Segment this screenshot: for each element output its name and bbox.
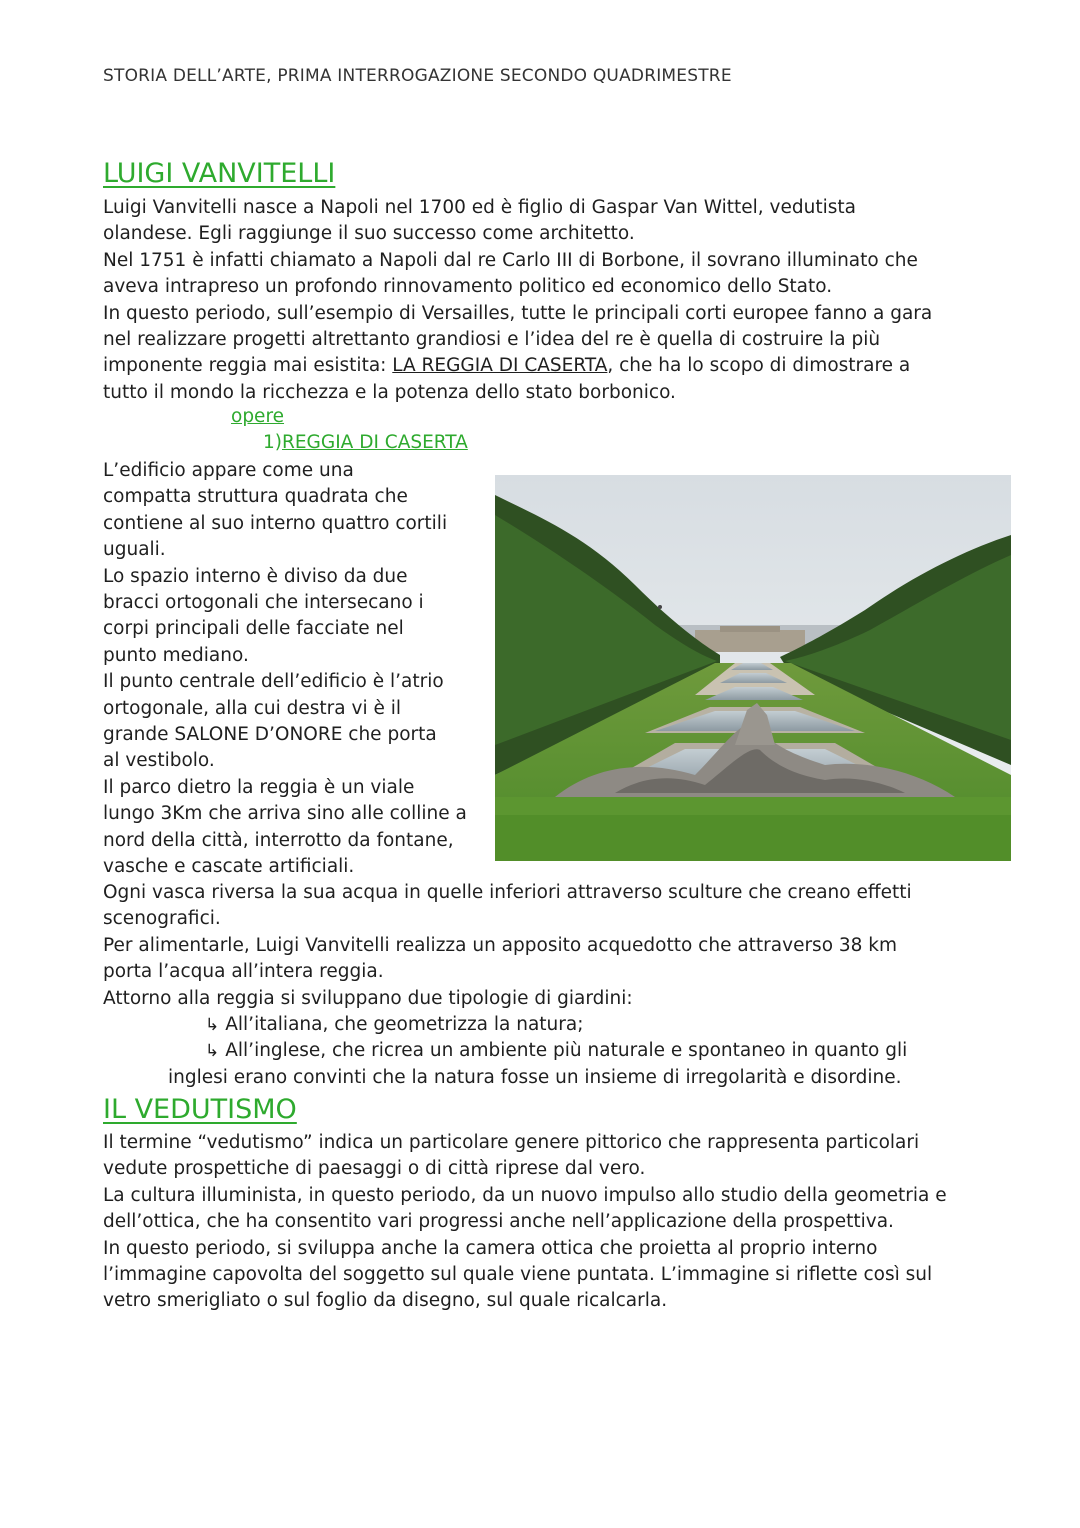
opere-link[interactable]: opere	[231, 406, 285, 427]
text-line: Ogni vasca riversa la sua acqua in quelle inferiori attraverso sculture che creano effetti	[103, 882, 912, 903]
text-fragment: imponente reggia mai esistita:	[103, 355, 393, 377]
text-line: lungo 3Km che arriva sino alle colline a	[103, 803, 467, 825]
text-line: punto mediano.	[103, 644, 249, 666]
text-line: scenografici.	[103, 908, 221, 930]
arrow-icon: ↳	[205, 1015, 220, 1035]
text-line: Luigi Vanvitelli nasce a Napoli nel 1700 ed è figlio di Gaspar Van Wittel, vedutista	[103, 197, 856, 218]
text-line: olandese. Egli raggiunge il suo successo come architetto.	[103, 223, 635, 245]
text-line: grande SALONE D’ONORE che porta	[103, 724, 437, 746]
text-line: Per alimentarle, Luigi Vanvitelli realizza un apposito acquedotto che attraverso 38 km	[103, 934, 898, 956]
section-title-vanvitelli: LUIGI VANVITELLI	[103, 158, 336, 189]
list-item-continuation: inglesi erano convinti che la natura fosse un insieme di irregolarità e disordine.	[168, 1066, 902, 1088]
reggia-continuation	[103, 880, 978, 1012]
text-line: bracci ortogonali che intersecano i	[103, 592, 424, 614]
text-line: dell’ottica, che ha consentito vari progressi anche nell’applicazione della prospettiva.	[103, 1211, 894, 1233]
text-line: tutto il mondo la ricchezza e la potenza dello stato borbonico.	[103, 381, 676, 403]
arrow-icon: ↳	[205, 1041, 220, 1062]
vedutismo-paragraph	[103, 1130, 978, 1315]
text-line: L’edificio appare come una	[103, 460, 354, 481]
text-line: La cultura illuminista, in questo periodo, da un nuovo impulso allo studio della geometria e	[103, 1184, 947, 1206]
reggia-description	[103, 458, 493, 881]
list-item-text: All’italiana, che geometrizza la natura;	[225, 1014, 584, 1035]
text-line: vasche e cascate artificiali.	[103, 856, 355, 878]
text-line: al vestibolo.	[103, 750, 215, 772]
text-line: Nel 1751 è infatti chiamato a Napoli dal re Carlo III di Borbone, il sovrano illuminato che	[103, 249, 918, 271]
reggia-caserta-photo	[495, 475, 1011, 861]
text-line: nord della città, interrotto da fontane,	[103, 829, 454, 851]
text-line: contiene al suo interno quattro cortili	[103, 512, 448, 534]
text-line: l’immagine capovolta del soggetto sul quale viene puntata. L’immagine si riflette così sul	[103, 1264, 933, 1286]
intro-paragraph	[103, 195, 978, 406]
list-item	[103, 1012, 983, 1038]
reggia-caserta-link[interactable]: LA REGGIA DI CASERTA	[392, 355, 608, 377]
garden-types-list	[103, 1012, 983, 1091]
section-title-vedutismo: IL VEDUTISMO	[103, 1094, 297, 1125]
text-line: Lo spazio interno è diviso da due	[103, 565, 408, 587]
work-title-link[interactable]: REGGIA DI CASERTA	[282, 432, 468, 453]
list-item-text: All’inglese, che ricrea un ambiente più naturale e spontaneo in quanto gli	[225, 1040, 908, 1062]
text-line: Il termine “vedutismo” indica un particolare genere pittorico che rappresenta particolari	[103, 1132, 920, 1153]
text-line: porta l’acqua all’intera reggia.	[103, 961, 384, 983]
text-line: Attorno alla reggia si sviluppano due tipologie di giardini:	[103, 987, 633, 1009]
page-header: STORIA DELL’ARTE, PRIMA INTERROGAZIONE SECONDO QUADRIMESTRE	[103, 66, 732, 86]
text-line: In questo periodo, si sviluppa anche la camera ottica che proietta al proprio interno	[103, 1237, 878, 1259]
list-item	[103, 1038, 983, 1064]
work-number: 1)	[263, 432, 282, 453]
text-line: Il punto centrale dell’edificio è l’atrio	[103, 671, 444, 693]
text-line: corpi principali delle facciate nel	[103, 618, 404, 640]
text-line: compatta struttura quadrata che	[103, 486, 408, 508]
text-line: aveva intrapreso un profondo rinnovamento politico ed economico dello Stato.	[103, 276, 833, 298]
text-line: vedute prospettiche di paesaggi o di città riprese dal vero.	[103, 1158, 646, 1180]
work-title	[263, 432, 468, 453]
text-line: vetro smerigliato o sul foglio da disegno, sul quale ricalcarla.	[103, 1290, 668, 1312]
text-line: nel realizzare progetti altrettanto grandiosi e l’idea del re è quella di costruire la più	[103, 329, 881, 351]
text-fragment: , che ha lo scopo di dimostrare a	[607, 355, 911, 377]
text-line: Il parco dietro la reggia è un viale	[103, 776, 415, 798]
text-line: In questo periodo, sull’esempio di Versailles, tutte le principali corti europee fanno a gara	[103, 302, 933, 324]
text-line	[103, 353, 978, 379]
text-line: uguali.	[103, 539, 166, 561]
text-line: ortogonale, alla cui destra vi è il	[103, 697, 402, 719]
